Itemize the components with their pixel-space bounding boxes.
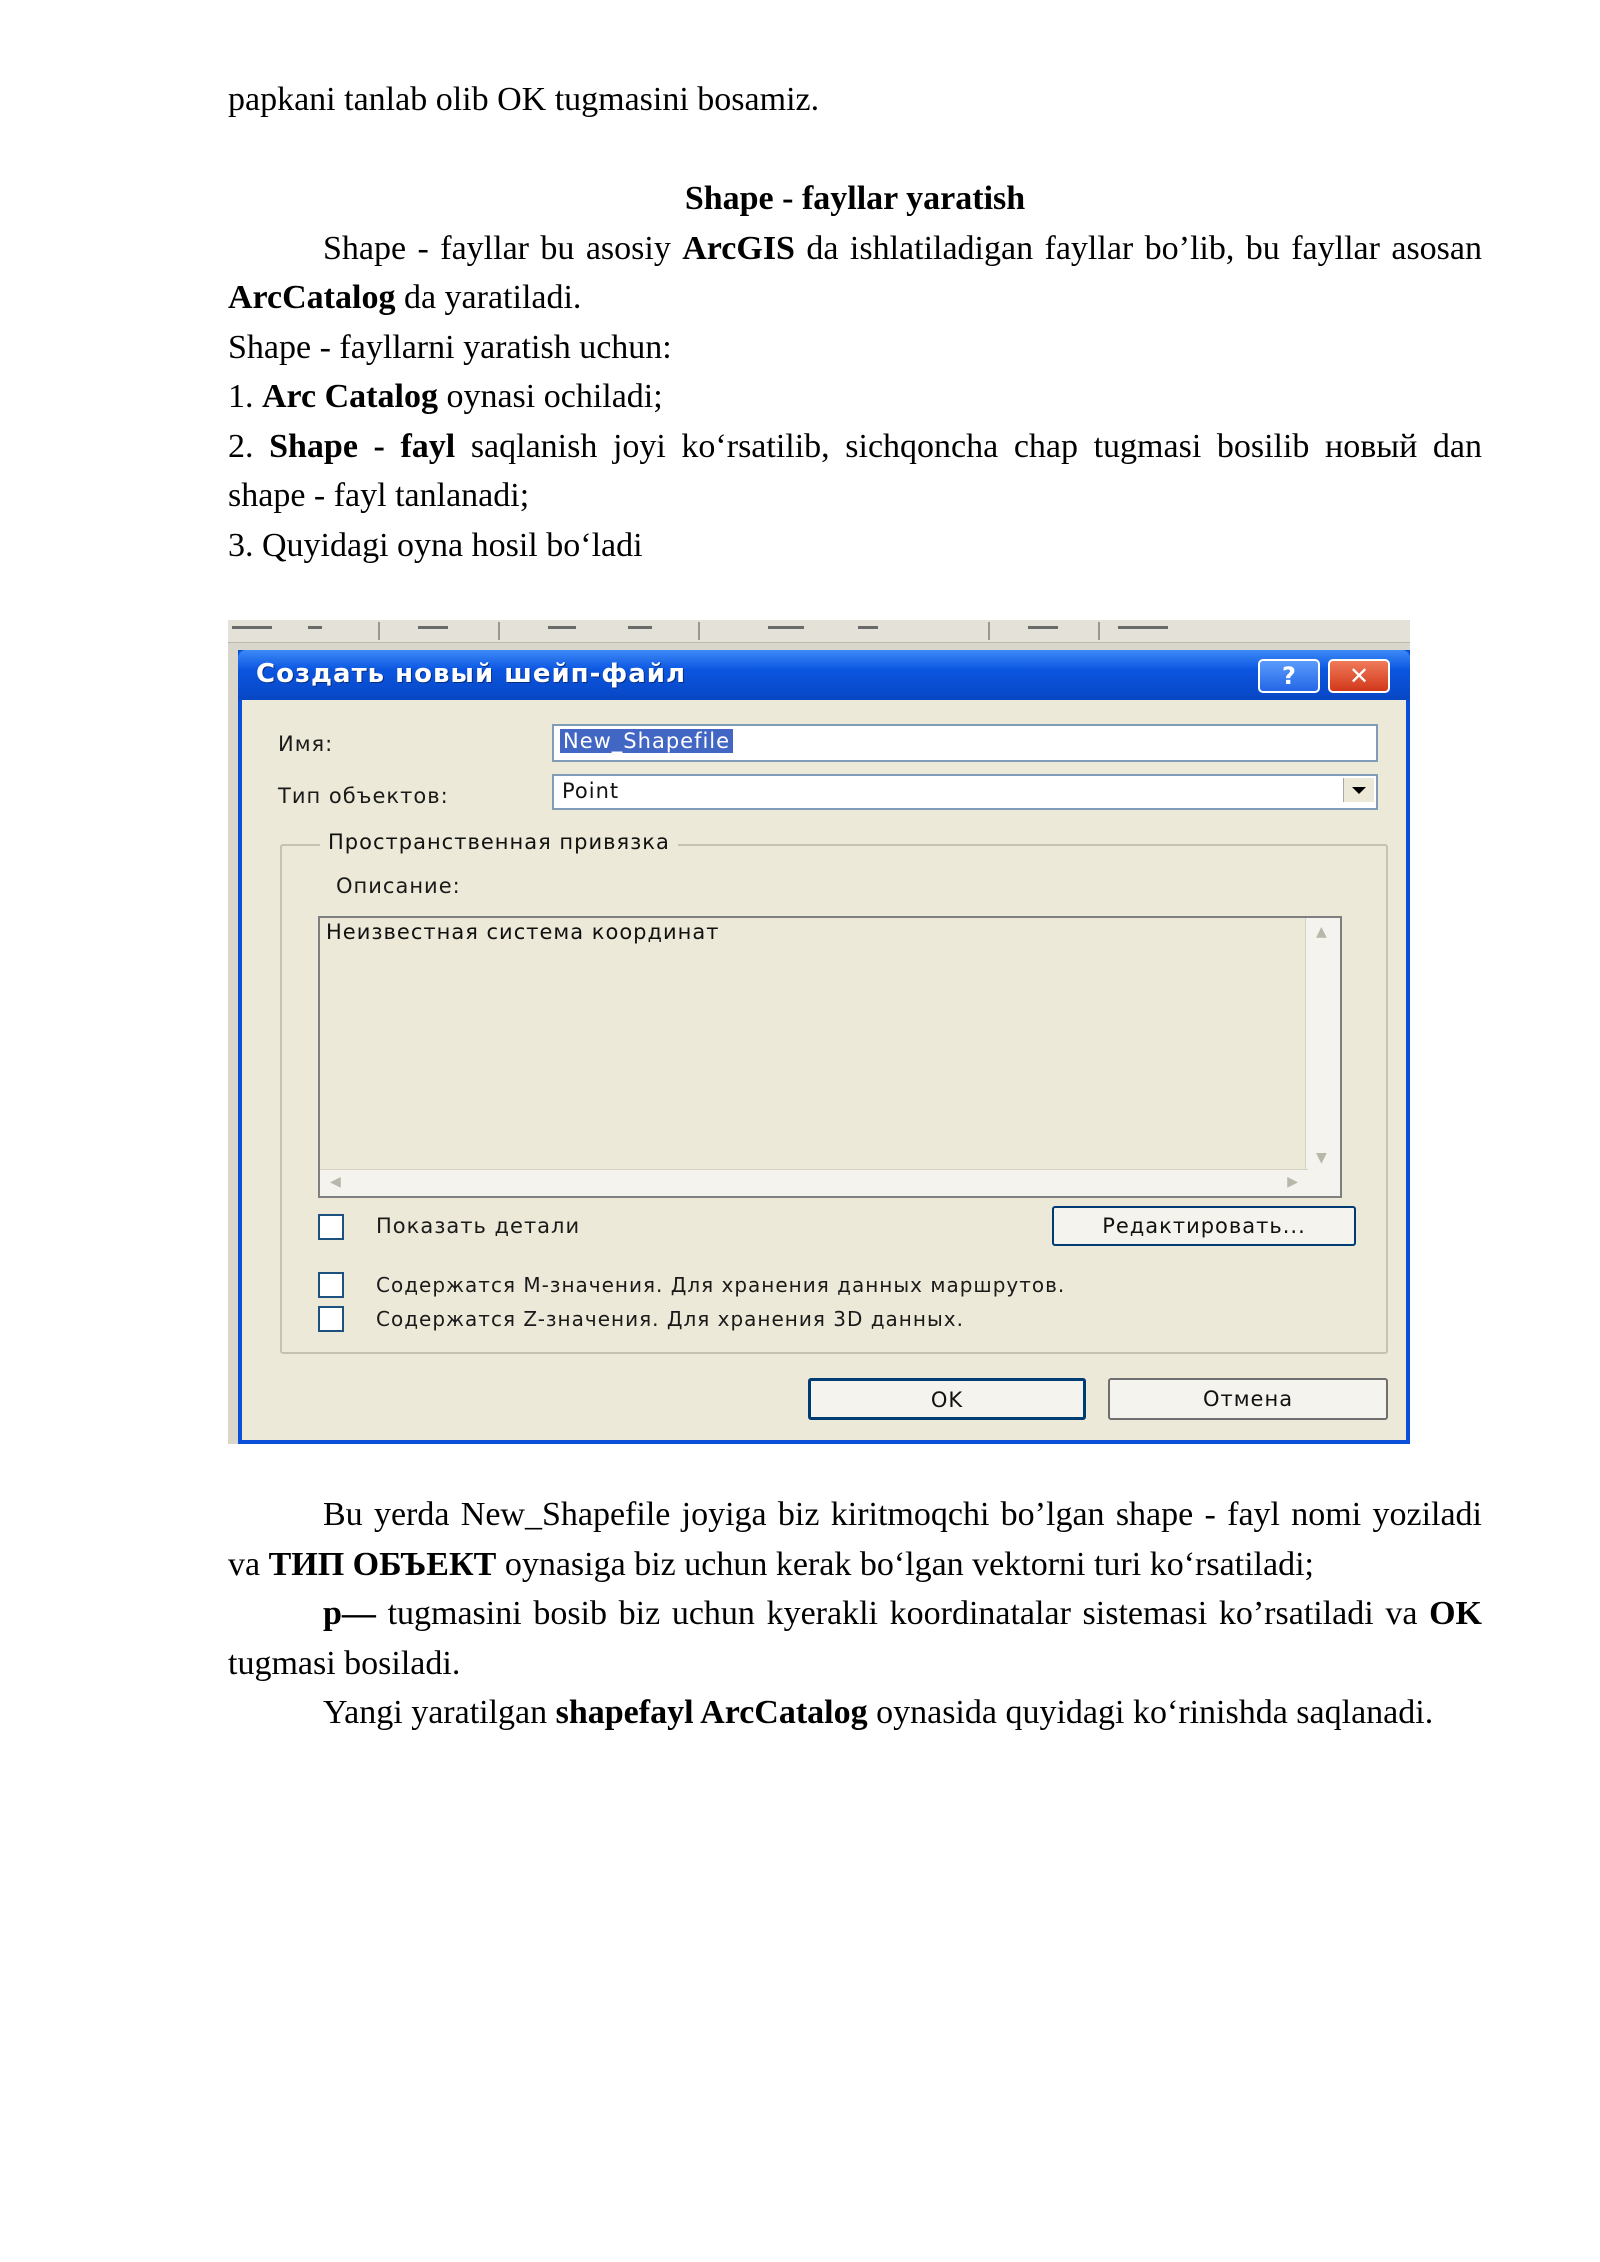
line-top: papkani tanlab olib OK tugmasini bosamiz. (228, 81, 820, 118)
toolbar-strip (228, 620, 1410, 643)
name-label: Имя: (278, 732, 334, 756)
ok-button[interactable]: OK (808, 1378, 1086, 1420)
name-input[interactable] (552, 724, 1378, 762)
z-values-label: Содержатся Z-значения. Для хранения 3D данных. (376, 1307, 964, 1331)
help-button[interactable]: ? (1258, 659, 1320, 693)
dialog-screenshot (228, 620, 1410, 1444)
create-shapefile-dialog (238, 650, 1410, 1444)
chevron-down-icon[interactable] (1343, 778, 1374, 802)
dialog-titlebar (238, 650, 1410, 700)
m-values-label: Содержатся М-значения. Для хранения данных маршрутов. (376, 1273, 1066, 1297)
scroll-down-icon[interactable]: ▼ (1316, 1150, 1327, 1166)
step-2: 2. Shape - fayl saqlanish joyi ko‘rsatilib, sichqoncha chap tugmasi bosilib новый dan shape - fayl tanlanadi; (228, 427, 1482, 514)
description-text: Неизвестная система координат (326, 920, 720, 944)
type-value: Point (562, 779, 620, 803)
z-values-checkbox[interactable] (318, 1306, 344, 1332)
dialog-title: Создать новый шейп-файл (256, 659, 687, 689)
spatial-reference-group (280, 830, 1388, 1354)
scroll-right-icon[interactable]: ▶ (1287, 1174, 1298, 1190)
show-details-checkbox[interactable] (318, 1214, 344, 1240)
create-line: Shape - fayllarni yaratish uchun: (228, 328, 672, 366)
name-value: New_Shapefile (560, 729, 733, 753)
scroll-up-icon[interactable]: ▲ (1316, 924, 1327, 940)
vertical-scrollbar[interactable] (1305, 918, 1340, 1196)
section-heading: Shape - fayllar yaratish (684, 180, 1026, 217)
show-details-label: Показать детали (376, 1214, 581, 1238)
type-label: Тип объектов: (278, 784, 449, 808)
text-block-bottom (228, 1490, 1482, 1738)
close-button[interactable]: ✕ (1328, 659, 1390, 693)
group-title: Пространственная привязка (320, 830, 678, 854)
step-1: 1. Arc Catalog oynasi ochiladi; (228, 378, 663, 415)
text-block-top (228, 75, 1482, 570)
m-values-checkbox[interactable] (318, 1272, 344, 1298)
intro-paragraph: Shape - fayllar bu asosiy ArcGIS da ishlatiladigan fayllar bo’lib, bu fayllar asosan ArcCatalog da yaratiladi. (228, 229, 1482, 316)
scroll-left-icon[interactable]: ◀ (330, 1174, 341, 1190)
edit-button[interactable]: Редактировать... (1052, 1206, 1356, 1246)
paragraph-p-button: p— tugmasini bosib biz uchun kyerakli koordinatalar sistemasi ko’rsatiladi va OK tugmasi bosiladi. (228, 1595, 1482, 1682)
description-label: Описание: (336, 874, 461, 898)
paragraph-explanation: Bu yerda New_Shapefile joyiga biz kiritmoqchi bo’lgan shape - fayl nomi yoziladi va ТИП ОБЪЕКТ oynasiga biz uchun kerak bo‘lgan vektorni turi ko‘rsatiladi; (228, 1496, 1482, 1583)
paragraph-result: Yangi yaratilgan shapefayl ArcCatalog oynasida quyidagi ko‘rinishda saqlanadi. (323, 1694, 1434, 1731)
description-box[interactable] (318, 916, 1342, 1198)
type-select[interactable] (552, 774, 1378, 810)
horizontal-scrollbar[interactable] (320, 1169, 1308, 1196)
cancel-button[interactable]: Отмена (1108, 1378, 1388, 1420)
step-3: 3. Quyidagi oyna hosil bo‘ladi (228, 526, 643, 564)
